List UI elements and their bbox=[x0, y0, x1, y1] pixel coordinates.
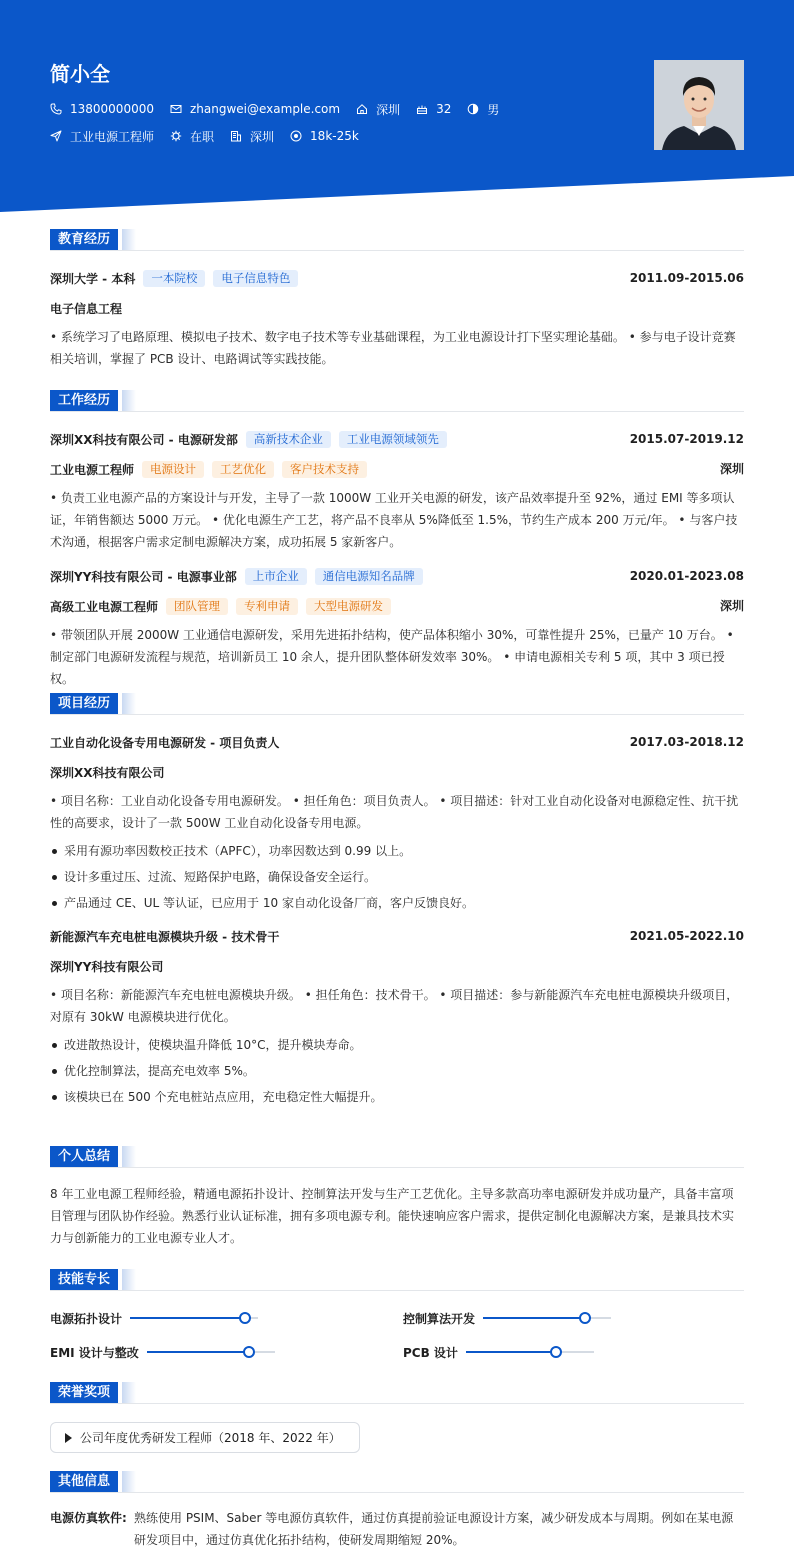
project-company: 深圳XX科技有限公司 bbox=[50, 765, 165, 780]
work-city-info: 深圳 bbox=[230, 128, 274, 145]
project-description: • 项目名称：新能源汽车充电桩电源模块升级。 • 担任角色：技术骨干。 • 项目描述：参与新能源汽车充电桩电源模块升级项目，对原有 30kW 电源模块进行优化。 bbox=[50, 988, 739, 1024]
section-header bbox=[50, 229, 744, 251]
age-info: 32 bbox=[416, 102, 451, 116]
salary-info: 18k-25k bbox=[290, 129, 359, 143]
section-header bbox=[50, 1471, 744, 1493]
skill-bar bbox=[147, 1351, 275, 1353]
list-item: 优化控制算法，提高充电效率 5%。 bbox=[50, 1058, 744, 1084]
skill-name: EMI 设计与整改 bbox=[50, 1345, 139, 1360]
skill-bar bbox=[130, 1317, 258, 1319]
education-header-row bbox=[50, 268, 744, 288]
work-date: 2020.01-2023.08 bbox=[629, 569, 744, 583]
education-section bbox=[50, 229, 744, 370]
candidate-name: 简小全 bbox=[50, 62, 110, 86]
work-entry bbox=[50, 429, 744, 553]
list-item: 产品通过 CE、UL 等认证，已应用于 10 家自动化设备厂商，客户反馈良好。 bbox=[50, 890, 744, 916]
work-description: • 负责工业电源产品的方案设计与开发，主导了一款 1000W 工业开关电源的研发，该产品效率提升至 92%，通过 EMI 等多项认证，年销售额达 5000 万元。 • 优化电源生产工艺，将产品不良率从 5%降低至 1.5%，节约生产成本 200 万元/年。 • 与客户技术沟通，根据客户需求定制电源解决方案，成功拓展 5 家新客户。 bbox=[50, 491, 738, 549]
work-date: 2015.07-2019.12 bbox=[629, 432, 744, 446]
work-section bbox=[50, 390, 744, 690]
role-tag: 客户技术支持 bbox=[282, 461, 367, 478]
skill-name: 控制算法开发 bbox=[403, 1311, 476, 1326]
building-icon bbox=[230, 130, 242, 142]
project-company-row bbox=[50, 956, 744, 976]
other-section bbox=[50, 1471, 744, 1551]
summary-section bbox=[50, 1146, 744, 1249]
profile-photo bbox=[654, 60, 744, 150]
work-city: 深圳 bbox=[719, 462, 744, 476]
work-company-row bbox=[50, 429, 744, 449]
role-tag: 电源设计 bbox=[142, 461, 204, 478]
project-highlights bbox=[50, 838, 744, 916]
section-header bbox=[50, 693, 744, 715]
status-info: 在职 bbox=[170, 128, 214, 145]
projects-section bbox=[50, 693, 744, 1110]
company-tag: 高新技术企业 bbox=[246, 431, 331, 448]
list-item: 该模块已在 500 个充电桩站点应用，充电稳定性大幅提升。 bbox=[50, 1084, 744, 1110]
work-description: • 带领团队开展 2000W 工业通信电源研发，采用先进拓扑结构，使产品体积缩小 30%，可靠性提升 25%，已量产 10 万台。 • 制定部门电源研发流程与规范，培训新员工 10 余人，提升团队整体研发效率 30%。 • 申请电源相关专利 5 项，其中 3 项已授权。 bbox=[50, 628, 734, 686]
city-info: 深圳 bbox=[356, 101, 400, 118]
major-name: 电子信息工程 bbox=[50, 301, 123, 316]
skill-item bbox=[403, 1342, 594, 1362]
section-title: 工作经历 bbox=[50, 390, 118, 411]
section-header bbox=[50, 1382, 744, 1404]
gender-icon bbox=[467, 103, 479, 115]
section-title: 荣誉奖项 bbox=[50, 1382, 118, 1403]
section-title: 其他信息 bbox=[50, 1471, 118, 1492]
section-header bbox=[50, 390, 744, 412]
salary-icon bbox=[290, 130, 302, 142]
gender-info: 男 bbox=[467, 101, 499, 118]
skill-knob bbox=[239, 1312, 251, 1324]
list-item: 设计多重过压、过流、短路保护电路，确保设备安全运行。 bbox=[50, 864, 744, 890]
phone-info: 13800000000 bbox=[50, 102, 154, 116]
role-tag: 专利申请 bbox=[236, 598, 298, 615]
company-tag: 上市企业 bbox=[245, 568, 307, 585]
education-date: 2011.09-2015.06 bbox=[629, 271, 744, 285]
other-label: 电源仿真软件: bbox=[50, 1511, 127, 1525]
phone-icon bbox=[50, 103, 62, 115]
project-highlights bbox=[50, 1032, 744, 1110]
company-tag: 通信电源知名品牌 bbox=[315, 568, 423, 585]
school-tag: 一本院校 bbox=[143, 270, 205, 287]
work-entry bbox=[50, 566, 744, 690]
job-intent-row bbox=[50, 127, 375, 145]
work-company-row bbox=[50, 566, 744, 586]
company-name: 深圳XX科技有限公司 - 电源研发部 bbox=[50, 432, 238, 447]
section-title: 教育经历 bbox=[50, 229, 118, 250]
section-title: 技能专长 bbox=[50, 1269, 118, 1290]
skill-bar bbox=[483, 1317, 611, 1319]
project-date: 2021.05-2022.10 bbox=[629, 929, 744, 943]
other-text: 熟练使用 PSIM、Saber 等电源仿真软件，通过仿真提前验证电源设计方案，减少研发成本与周期。例如在某电源研发项目中，通过仿真优化拓扑结构，使研发周期缩短 20%。 bbox=[134, 1511, 734, 1547]
section-header bbox=[50, 1146, 744, 1168]
awards-section bbox=[50, 1382, 744, 1454]
summary-text: 8 年工业电源工程师经验，精通电源拓扑设计、控制算法开发与生产工艺优化。主导多款高功率电源研发并成功量产，具备丰富项目管理与团队协作经验。熟悉行业认证标准，拥有多项电源专利。能快速响应客户需求，提供定制化电源解决方案，是兼具技术实力与创新能力的工业电源专业人才。 bbox=[50, 1187, 735, 1245]
home-icon bbox=[356, 103, 368, 115]
age-icon bbox=[416, 103, 428, 115]
section-title: 个人总结 bbox=[50, 1146, 118, 1167]
award-text: 公司年度优秀研发工程师（2018 年、2022 年） bbox=[80, 1431, 341, 1445]
role-tag: 团队管理 bbox=[166, 598, 228, 615]
work-role-row bbox=[50, 596, 744, 616]
status-icon bbox=[170, 130, 182, 142]
skill-knob bbox=[579, 1312, 591, 1324]
project-date: 2017.03-2018.12 bbox=[629, 735, 744, 749]
role-tag: 工艺优化 bbox=[212, 461, 274, 478]
other-info-row bbox=[50, 1507, 744, 1551]
role-name: 高级工业电源工程师 bbox=[50, 599, 159, 614]
contact-row bbox=[50, 100, 515, 118]
project-company-row bbox=[50, 762, 744, 782]
work-role-row bbox=[50, 459, 744, 479]
school-tag: 电子信息特色 bbox=[213, 270, 298, 287]
skill-bar bbox=[466, 1351, 594, 1353]
position-info: 工业电源工程师 bbox=[50, 128, 154, 145]
skill-knob bbox=[243, 1346, 255, 1358]
expand-triangle-icon bbox=[65, 1433, 72, 1443]
send-icon bbox=[50, 130, 62, 142]
project-description: • 项目名称：工业自动化设备专用电源研发。 • 担任角色：项目负责人。 • 项目描述：针对工业自动化设备对电源稳定性、抗干扰性的高要求，设计了一款 500W 工业自动化设备专用电源。 bbox=[50, 794, 739, 830]
project-entry bbox=[50, 926, 744, 1110]
project-header-row bbox=[50, 926, 744, 946]
role-tag: 大型电源研发 bbox=[306, 598, 391, 615]
mail-icon bbox=[170, 103, 182, 115]
skill-fill bbox=[466, 1351, 556, 1353]
education-description: • 系统学习了电路原理、模拟电子技术、数字电子技术等专业基础课程，为工业电源设计打下坚实理论基础。 • 参与电子设计竞赛相关培训，掌握了 PCB 设计、电路调试等实践技能。 bbox=[50, 330, 736, 366]
skill-item bbox=[50, 1342, 275, 1362]
email-info: zhangwei@example.com bbox=[170, 102, 340, 116]
project-name: 新能源汽车充电桩电源模块升级 - 技术骨干 bbox=[50, 929, 280, 944]
project-entry bbox=[50, 732, 744, 916]
skill-name: PCB 设计 bbox=[403, 1345, 458, 1360]
skill-item bbox=[50, 1308, 258, 1328]
skill-name: 电源拓扑设计 bbox=[50, 1311, 123, 1326]
skill-knob bbox=[550, 1346, 562, 1358]
skill-fill bbox=[130, 1317, 245, 1319]
project-header-row bbox=[50, 732, 744, 752]
role-name: 工业电源工程师 bbox=[50, 462, 135, 477]
list-item: 采用有源功率因数校正技术（APFC），功率因数达到 0.99 以上。 bbox=[50, 838, 744, 864]
list-item: 改进散热设计，使模块温升降低 10°C，提升模块寿命。 bbox=[50, 1032, 744, 1058]
skills-section bbox=[50, 1269, 744, 1369]
major-row bbox=[50, 298, 744, 318]
project-name: 工业自动化设备专用电源研发 - 项目负责人 bbox=[50, 735, 280, 750]
school-name: 深圳大学 - 本科 bbox=[50, 271, 136, 286]
award-item[interactable] bbox=[50, 1422, 360, 1453]
work-city: 深圳 bbox=[719, 599, 744, 613]
skill-fill bbox=[147, 1351, 249, 1353]
project-company: 深圳YY科技有限公司 bbox=[50, 959, 164, 974]
company-tag: 工业电源领域领先 bbox=[339, 431, 447, 448]
skill-fill bbox=[483, 1317, 585, 1319]
section-title: 项目经历 bbox=[50, 693, 118, 714]
avatar bbox=[654, 60, 744, 150]
section-header bbox=[50, 1269, 744, 1291]
company-name: 深圳YY科技有限公司 - 电源事业部 bbox=[50, 569, 237, 584]
skill-item bbox=[403, 1308, 611, 1328]
